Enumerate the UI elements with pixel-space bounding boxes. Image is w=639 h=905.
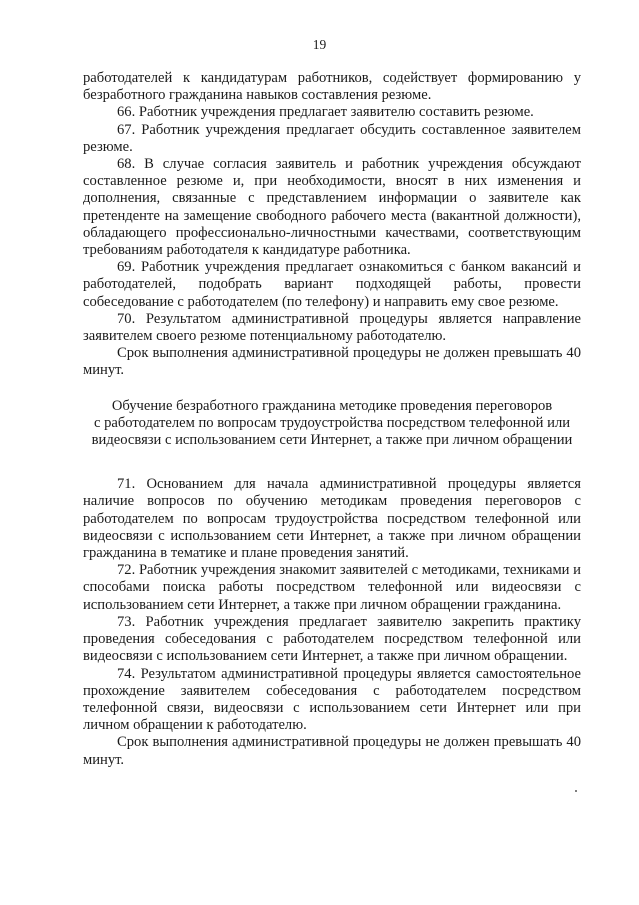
paragraph-group-top: [83, 70, 581, 380]
paragraph-group-bottom: [83, 476, 581, 768]
paragraph: 71. Основанием для начала административной процедуры является наличие вопросов по обучению методикам проведения переговоров с работодателем по вопросам трудоустройства посредством телефонной или видеосвязи с использованием сети Интернет, а также при личном обращении гражданина в тематике и плане проведения занятий.: [83, 476, 581, 562]
section-heading-line: видеосвязи с использованием сети Интернет, а также при личном обращении: [91, 432, 573, 449]
document-body: [83, 70, 581, 769]
section-heading-line: с работодателем по вопросам трудоустройства посредством телефонной или: [93, 414, 571, 431]
paragraph: 69. Работник учреждения предлагает ознакомиться с банком вакансий и работодателей, подобрать вариант подходящей работы, провести собеседование с работодателем (по телефону) и направить ему свое резюме.: [83, 259, 581, 310]
paragraph: 72. Работник учреждения знакомит заявителей с методиками, техниками и способами поиска работы посредством телефонной или видеосвязи с использованием сети Интернет, а также при личном обращении гражданина.: [83, 562, 581, 613]
section-heading: [83, 398, 581, 450]
paragraph: 68. В случае согласия заявитель и работник учреждения обсуждают составленное резюме и, при необходимости, вносят в них изменения и дополнения, связанные с представлением информации о заявителе как претенденте на замещение свободного рабочего места (вакантной должности), обладающего профессионально-личностными качествами, соответствующим требованиям работодателя к кандидатуре работника.: [83, 156, 581, 259]
page-number: 19: [312, 37, 327, 52]
paragraph: 66. Работник учреждения предлагает заявителю составить резюме.: [117, 104, 534, 121]
paragraph: 74. Результатом административной процедуры является самостоятельное прохождение заявителем собеседования с работодателем посредством телефонной связи, видеосвязи с использованием сети Интернет или при личном обращении к работодателю.: [83, 665, 581, 734]
paragraph: Срок выполнения административной процедуры не должен превышать 40 минут.: [83, 734, 581, 768]
paragraph: Срок выполнения административной процедуры не должен превышать 40 минут.: [83, 345, 581, 379]
paragraph: работодателей к кандидатурам работников, содействует формированию у безработного гражданина навыков составления резюме.: [83, 70, 581, 104]
paragraph: 70. Результатом административной процедуры является направление заявителем своего резюме потенциальному работодателю.: [83, 310, 581, 345]
section-heading-line: Обучение безработного гражданина методике проведения переговоров: [111, 397, 553, 414]
scan-speck: [575, 790, 577, 792]
paragraph: 73. Работник учреждения предлагает заявителю закрепить практику проведения собеседования с работодателем посредством телефонной или видеосвязи с использованием сети Интернет, а также при личном обращении.: [83, 613, 581, 665]
paragraph: 67. Работник учреждения предлагает обсудить составленное заявителем резюме.: [83, 121, 581, 155]
